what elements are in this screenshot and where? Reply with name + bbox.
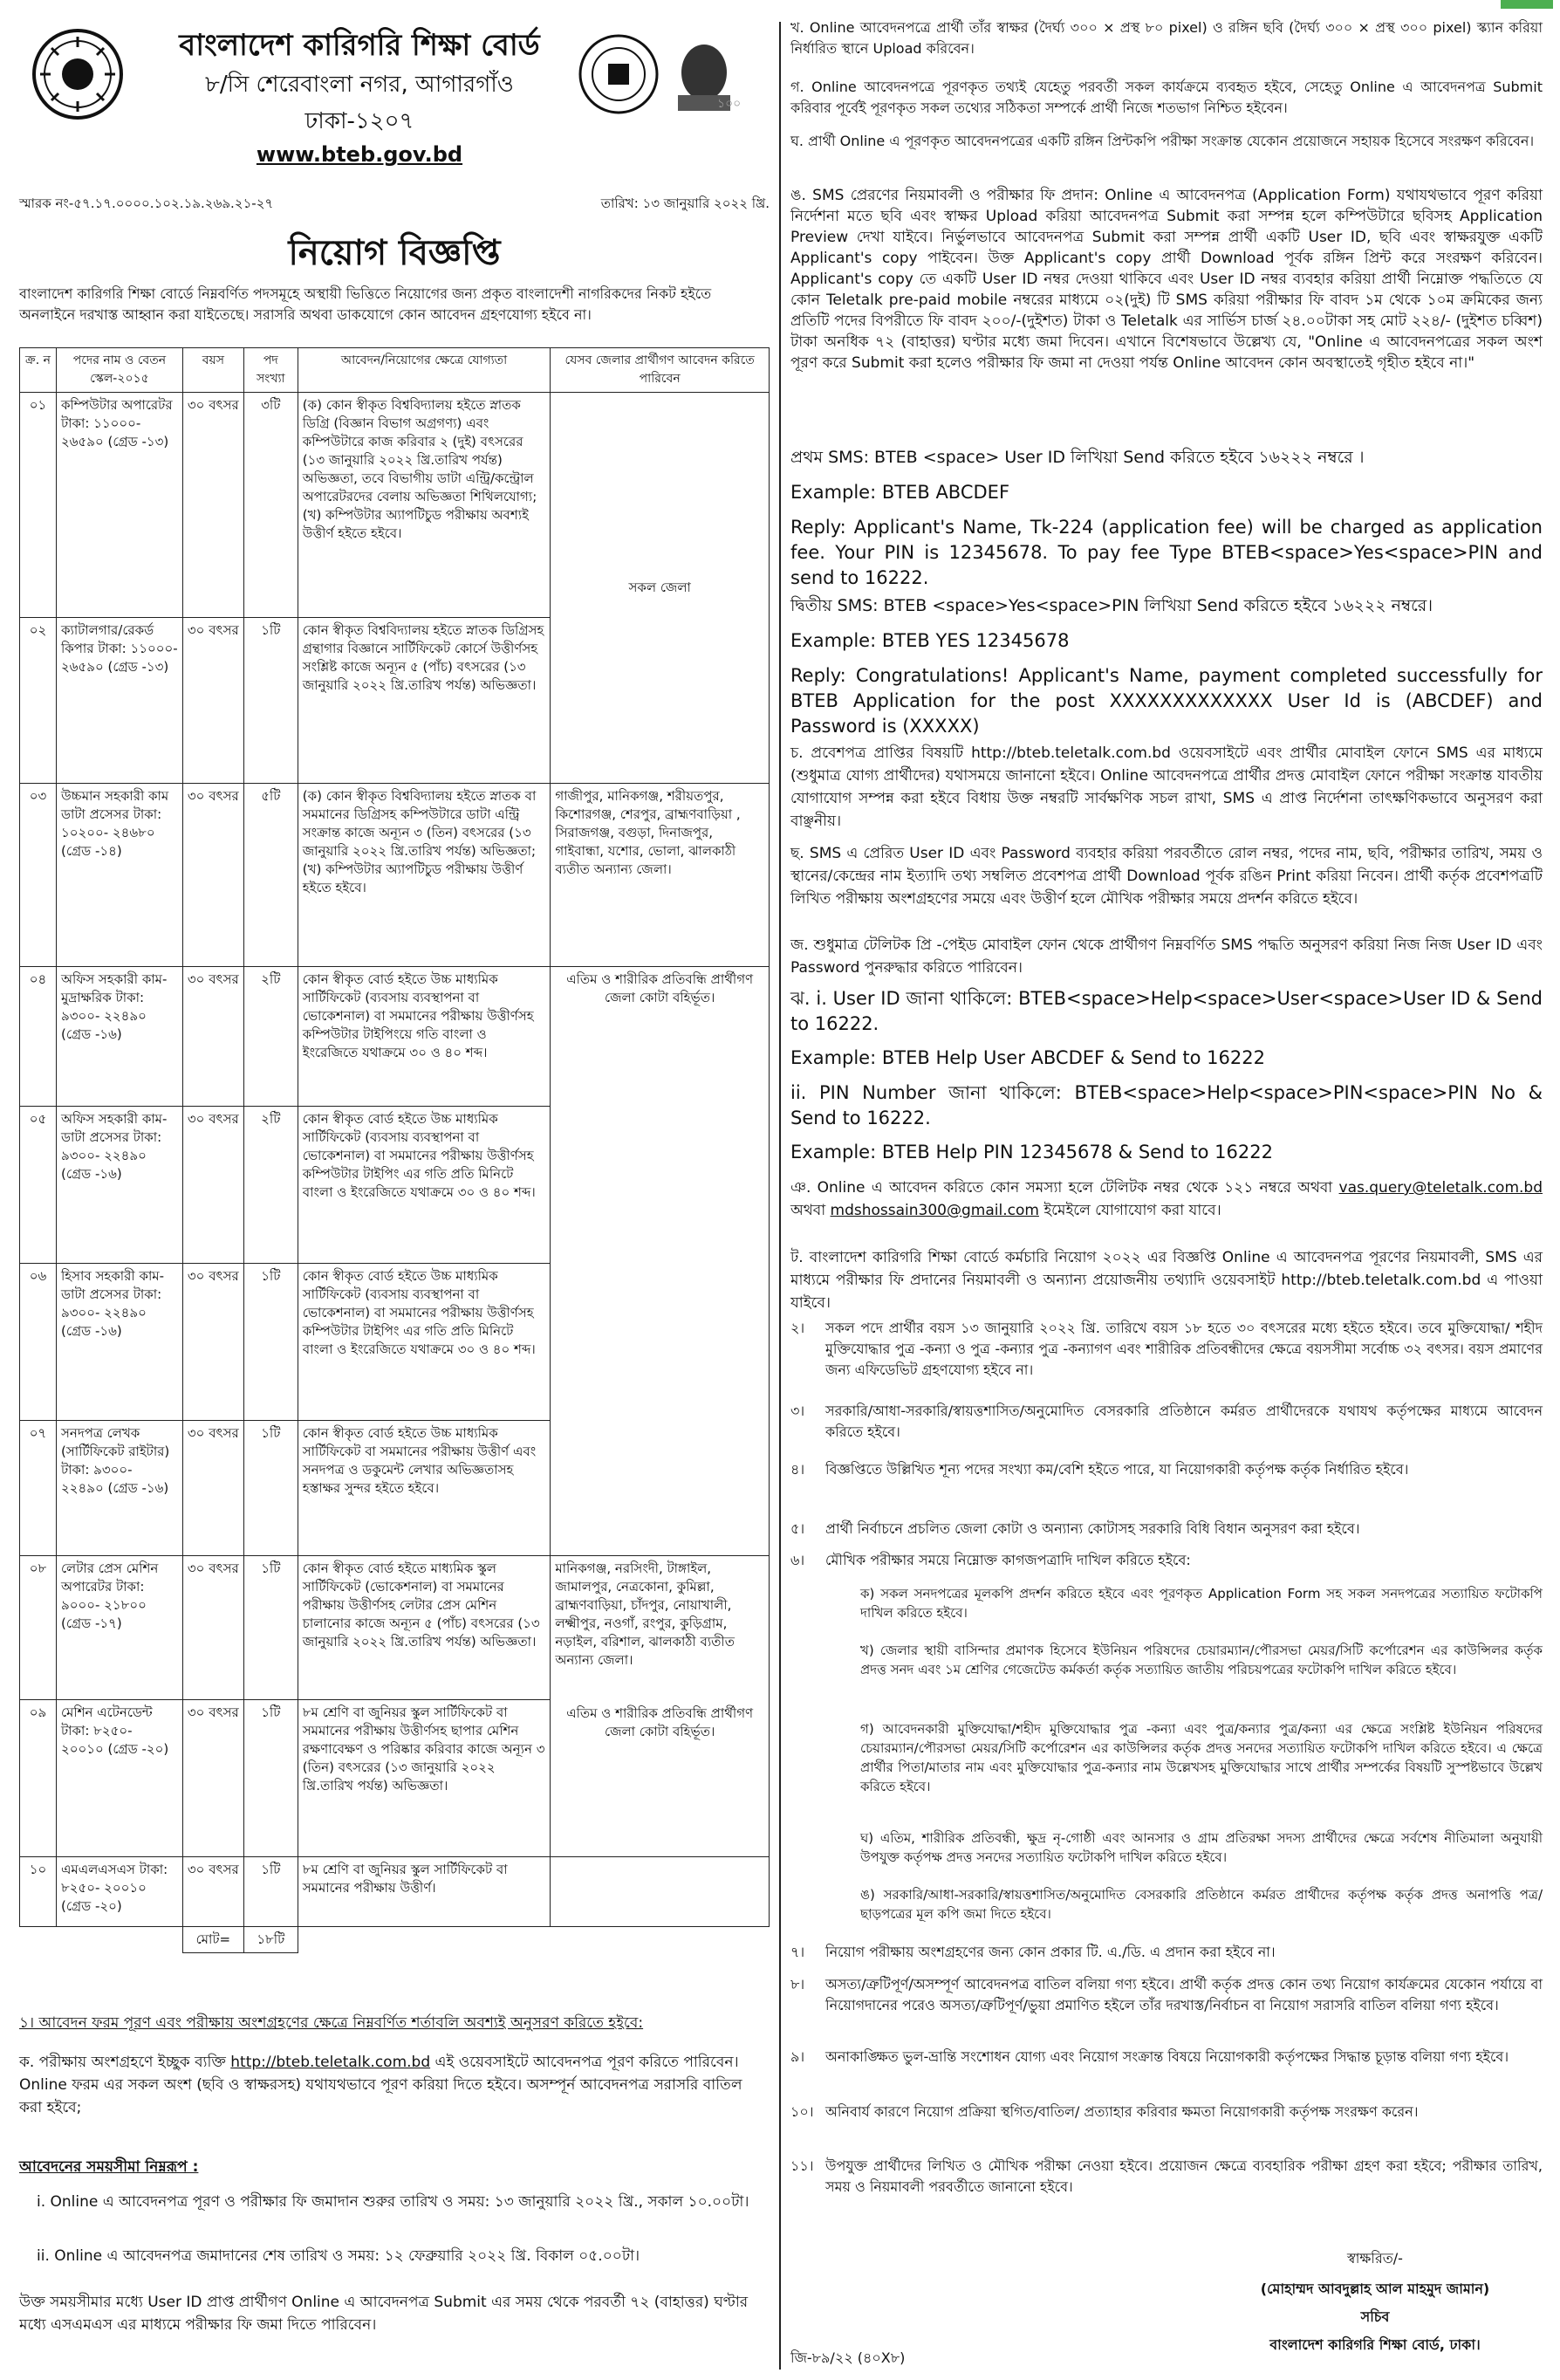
intro-text: বাংলাদেশ কারিগরি শিক্ষা বোর্ডে নিম্নবর্ণিত পদসমূহে অস্থায়ী ভিত্তিতে নিয়োগের জন্য প্রকৃত বাংলাদেশী নাগরিকদের নিকট হইতে অনলাইনে দরখাস্ত আহ্বান করা যাইতেছে। সরাসরি অথবা ডাকযোগে কোন আবেদন গ্রহণযোগ্য হইবে না।	[19, 285, 712, 323]
cell-post: মেশিন এটেনডেন্ট টাকা: ৮২৫০- ২০০১০ (গ্রেড -২০)	[56, 1700, 182, 1857]
sms-reply-2: Reply: Congratulations! Applicant's Name, payment completed successfully for BTEB Application for the post XXXXXXXXXXXXX User Id is (ABCDEF) and Password is (XXXXX)	[790, 665, 1543, 737]
item-number: ৯।	[790, 2048, 805, 2065]
item-8	[790, 1974, 1543, 2016]
table-row	[20, 784, 770, 967]
item-text: বিজ্ঞপ্তিতে উল্লিখিত শূন্য পদের সংখ্যা কম/বেশি হইতে পারে, যা নিয়োগকারী কর্তৃপক্ষ কর্তৃক নির্ধারিত হইবে।	[825, 1461, 1409, 1478]
cell-count: ১টি	[243, 1264, 298, 1421]
cell-serial: ০৪	[20, 967, 57, 1107]
item-3	[790, 1401, 1543, 1443]
item-text: সকল পদে প্রার্থীর বয়স ১৩ জানুয়ারি ২০২২ খ্রি. তারিখে বয়স ১৮ হতে ৩০ বৎসরের মধ্যে হইতে হইবে। তবে মুক্তিযোদ্ধা/ শহীদ মুক্তিযোদ্ধার পুত্র -কন্যা ও পুত্র -কন্যার পুত্র -কন্যাগণ এবং শারীরিক প্রতিবন্ধীদের ক্ষেত্রে বয়সসীমা সর্বোচ্চ ৩২ বৎসর। বয়স প্রমাণের জন্য এফিডেভিট গ্রহণযোগ্য হইবে না।	[825, 1320, 1543, 1378]
cell-serial: ০৩	[20, 784, 57, 967]
cell-serial: ১০	[20, 1857, 57, 1927]
top-color-band	[1501, 0, 1553, 9]
item-number: ৭।	[790, 1944, 805, 1960]
item-7	[790, 1942, 1543, 1963]
print-code: জি-৮৯/২২ (৪০X৮)	[790, 2349, 906, 2366]
cell-qualification: কোন স্বীকৃত বোর্ড হইতে মাধ্যমিক স্কুল সার্টিফিকেট (ভোকেশনাল) বা সমমানের পরীক্ষায় উত্তীর্ণসহ লেটার প্রেস মেশিন চালানোর কাজে অন্যূন ৫ (পাঁচ) বৎসরের (১৩ জানুয়ারি ২০২২ খ্রি.তারিখ পর্যন্ত) অভিজ্ঞতা।	[298, 1556, 551, 1700]
condition-ka-post: এই ওয়েবসাইটে আবেদনপত্র পূরণ করিতে পারিবেন। Online ফরম এর সকল অংশ (ছবি ও স্বাক্ষরসহ) যথাযথভাবে পূরণ করিয়া দিতে হইবে। অসম্পূর্ন আবেদনপত্র সরাসরি বাতিল করা হইবে;	[19, 2054, 742, 2116]
cell-age: ৩০ বৎসর	[182, 618, 243, 784]
table-total-row	[20, 1927, 770, 1953]
signed-mark: স্বাক্ষরিত/-	[1347, 2250, 1403, 2267]
instruction-ta: ট. বাংলাদেশ কারিগরি শিক্ষা বোর্ডে কর্মচারি নিয়োগ ২০২২ এর বিজ্ঞপ্তি Online এ আবেদনপত্র পূরণের নিয়মাবলী, SMS এর মাধ্যমে পরীক্ষার ফি প্রদানের নিয়মাবলী ও অন্যান্য প্রয়োজনীয় তথ্যাদি ওয়েবসাইট http://bteb.teletalk.com.bd এ পাওয়া যাইবে।	[790, 1249, 1543, 1312]
item-text: সরকারি/আধা-সরকারি/স্বায়ত্তশাসিত/অনুমোদিত বেসরকারি প্রতিষ্ঠানে কর্মরত প্রার্থীদেরকে যথাযথ কর্তৃপক্ষের মাধ্যমে আবেদন করিতে হইবে।	[825, 1403, 1543, 1440]
deadline-fee-note: উক্ত সময়সীমার মধ্যে User ID প্রাপ্ত প্রার্থীগণ Online এ আবেদনপত্র Submit এর সময় থেকে পরবর্তী ৭২ (বাহাত্তর) ঘণ্টার মধ্যে এসএমএস এর মাধ্যমে পরীক্ষার ফি জমা দিতে পারিবেন।	[19, 2294, 749, 2334]
instruction-yna-post: ইমেইলে যোগাযোগ করা যাবে।	[1043, 1202, 1221, 1219]
cell-count: ১টি	[243, 1857, 298, 1927]
cell-qualification: (ক) কোন স্বীকৃত বিশ্ববিদ্যালয় হইতে স্নাতক ডিগ্রি (বিজ্ঞান বিভাগ অগ্রগণ্য) এবং কম্পিউটারে কাজ করিবার ২ (দুই) বৎসরের (১৩ জানুয়ারি ২০২২ খ্রি.তারিখ পর্যন্ত) অভিজ্ঞতা, তবে বিভাগীয় ডাটা এন্ট্রি/কন্ট্রোল অপারেটরদের বেলায় অভিজ্ঞতা শিথিলযোগ্য; (খ) কম্পিউটার অ্যাপটিচুড পরীক্ষায় অবশ্যই উত্তীর্ণ হইতে হইবে।	[298, 393, 551, 618]
cell-post: অফিস সহকারী কাম-মুদ্রাক্ষরিক টাকা: ৯৩০০- ২২৪৯০ (গ্রেড -১৬)	[56, 967, 182, 1107]
cell-age: ৩০ বৎসর	[182, 1857, 243, 1927]
cell-post: হিসাব সহকারী কাম-ডাটা প্রসেসর টাকা: ৯৩০০- ২২৪৯০ (গ্রেড -১৬)	[56, 1264, 182, 1421]
org-website[interactable]: www.bteb.gov.bd	[256, 142, 463, 167]
item-6	[790, 1550, 1543, 1571]
condition-ka-pre: ক. পরীক্ষায় অংশগ্রহণে ইচ্ছুক ব্যক্তি	[19, 2054, 226, 2071]
cell-serial: ০১	[20, 393, 57, 618]
deadline-end: ii. Online এ আবেদনপত্র জমাদানের শেষ তারিখ ও সময়: ১২ ফেব্রুয়ারি ২০২২ খ্রি. বিকাল ০৫.০০টা।	[37, 2247, 640, 2265]
document-gha: ঘ) এতিম, শারীরিক প্রতিবন্ধী, ক্ষুদ্র নৃ-গোষ্ঠী এবং আনসার ও গ্রাম প্রতিরক্ষা সদস্য প্রার্থীদের ক্ষেত্রে সর্বশেষ নীতিমালা অনুযায়ী উপযুক্ত কর্তৃপক্ষ প্রদত্ত সনদের সত্যায়িত ফটোকপি দাখিল করিতে হইবে।	[860, 1830, 1543, 1865]
org-address-line1: ৮/সি শেরেবাংলা নগর, আগারগাঁও	[205, 72, 514, 98]
cell-districts-row8	[551, 1556, 770, 1857]
document-nga: ঙ) সরকারি/আধা-সরকারি/স্বায়ত্তশাসিত/অনুমোদিত বেসরকারি প্রতিষ্ঠানে কর্মরত প্রার্থীদের কর্তৃপক্ষ কর্তৃক প্রদত্ত অনাপত্তি পত্র/ছাড়পত্রের মূল কপি জমা দিতে হইবে।	[860, 1887, 1543, 1922]
cell-qualification: কোন স্বীকৃত বোর্ড হইতে উচ্চ মাধ্যমিক সার্টিফিকেট (ব্যবসায় ব্যবস্থাপনা বা ভোকেশনাল) বা সমমানের পরীক্ষায় উত্তীর্ণসহ কম্পিউটার টাইপিং এর গতি প্রতি মিনিটে বাংলা ও ইংরেজিতে যথাক্রমে ৩০ ও ৪০ শব্দ।	[298, 1264, 551, 1421]
cell-qualification: কোন স্বীকৃত বিশ্ববিদ্যালয় হইতে স্নাতক ডিগ্রিসহ গ্রন্থাগার বিজ্ঞানে সার্টিফিকেট কোর্সে উত্তীর্ণসহ সংশ্লিষ্ট কাজে অন্যূন ৫ (পাঁচ) বৎসরের (১৩ জানুয়ারি ২০২২ খ্রি.তারিখ পর্যন্ত) অভিজ্ঞতা।	[298, 618, 551, 784]
item-11	[790, 2156, 1543, 2198]
cell-post: এমএলএসএস টাকা: ৮২৫০- ২০০১০ (গ্রেড -২০)	[56, 1857, 182, 1927]
item-text: নিয়োগ পরীক্ষায় অংশগ্রহণের জন্য কোন প্রকার টি. এ./ডি. এ প্রদান করা হইবে না।	[825, 1944, 1276, 1960]
total-value: ১৮টি	[243, 1927, 298, 1953]
cell-serial: ০৭	[20, 1421, 57, 1556]
cell-count: ২টি	[243, 1107, 298, 1264]
item-number: ৬।	[790, 1552, 805, 1568]
cell-post: লেটার প্রেস মেশিন অপারেটর টাকা: ৯০০০- ২১৮০০ (গ্রেড -১৭)	[56, 1556, 182, 1700]
cell-age: ৩০ বৎসর	[182, 1107, 243, 1264]
column-divider	[779, 22, 781, 2370]
cell-age: ৩০ বৎসর	[182, 967, 243, 1107]
cell-qualification: কোন স্বীকৃত বোর্ড হইতে উচ্চ মাধ্যমিক সার্টিফিকেট (ব্যবসায় ব্যবস্থাপনা বা ভোকেশনাল) বা সমমানের পরীক্ষায় উত্তীর্ণসহ কম্পিউটার টাইপিং এর গতি প্রতি মিনিটে বাংলা ও ইংরেজিতে যথাক্রমে ৩০ ও ৪০ শব্দ।	[298, 1107, 551, 1264]
instruction-yna	[790, 1176, 1543, 1222]
item-text: অনাকাঙ্ক্ষিত ভুল-ভ্রান্তি সংশোধন যোগ্য এবং নিয়োগ সংক্রান্ত বিষয়ে নিয়োগকারী কর্তৃপক্ষের সিদ্ধান্ত চূড়ান্ত বলিয়া গণ্য হইবে।	[825, 2048, 1509, 2065]
help-user-id: ঝ. i. User ID জানা থাকিলে: BTEB<space>Help<space>User<space>User ID & Send to 16222.	[790, 988, 1543, 1034]
header	[19, 16, 770, 190]
gmail-email-link[interactable]: mdshossain300@gmail.com	[830, 1202, 1039, 1219]
item-number: ১০।	[790, 2103, 814, 2120]
svg-text:১০০: ১০০	[717, 97, 742, 111]
org-name: বাংলাদেশ কারিগরি শিক্ষা বোর্ড	[179, 28, 540, 63]
mujib-borsho-seal-icon	[578, 33, 660, 116]
cell-districts-quota1: এতিম ও শারীরিক প্রতিবন্ধি প্রার্থীগণ জেলা কোটা বহির্ভূত।	[551, 967, 770, 1556]
signer-office: বাংলাদেশ কারিগরি শিক্ষা বোর্ড, ঢাকা।	[1269, 2336, 1481, 2353]
cell-age: ৩০ বৎসর	[182, 1556, 243, 1700]
document-ka: ক) সকল সনদপত্রের মূলকপি প্রদর্শন করিতে হইবে এবং পূরণকৃত Application Form সহ সকল সনদপত্রের সত্যায়িত ফটোকপি দাখিল করিতে হইবে।	[860, 1586, 1543, 1621]
document-kha: খ) জেলার স্থায়ী বাসিন্দার প্রমাণক হিসেবে ইউনিয়ন পরিষদের চেয়ারম্যান/পৌরসভা মেয়র/সিটি কর্পোরেশন এর কাউন্সিলর কর্তৃক প্রদত্ত সনদ এবং ১ম শ্রেণির গেজেটেড কর্মকর্তা কর্তৃক সত্যায়িত জাতীয় পরিচয়পত্রের ফটোকপি দাখিল করিতে হইবে।	[860, 1643, 1543, 1677]
table-row	[20, 393, 770, 618]
instruction-gha: ঘ. প্রার্থী Online এ পূরণকৃত আবেদনপত্রের একটি রঙ্গিন প্রিন্টকপি পরীক্ষা সংক্রান্ত যেকোন প্রয়োজনে সহায়ক হিসেবে সংরক্ষণ করিবেন।	[790, 133, 1535, 149]
teletalk-email-link[interactable]: vas.query@teletalk.com.bd	[1338, 1179, 1543, 1197]
item-number: ৫।	[790, 1520, 805, 1537]
memo-number: স্মারক নং-৫৭.১৭.০০০০.১০২.১৯.২৬৯.২১-২৭	[19, 195, 274, 211]
table-row	[20, 1857, 770, 1927]
cell-post: কম্পিউটার অপারেটর টাকা: ১১০০০- ২৬৫৯০ (গ্রেড -১৩)	[56, 393, 182, 618]
conditions-heading: ১। আবেদন ফরম পূরণ এবং পরীক্ষায় অংশগ্রহণের ক্ষেত্রে নিম্নবর্ণিত শর্তাবলি অবশ্যই অনুসরণ করিতে হইবে:	[19, 2014, 644, 2032]
item-4	[790, 1459, 1543, 1480]
item-5	[790, 1519, 1543, 1540]
memo-line	[19, 194, 770, 216]
col-header-post: পদের নাম ও বেতন স্কেল-২০১৫	[56, 348, 182, 393]
cell-count: ৫টি	[243, 784, 298, 967]
help-pin: ii. PIN Number জানা থাকিলে: BTEB<space>Help<space>PIN<space>PIN No & Send to 16222.	[790, 1082, 1543, 1128]
document-ga: গ) আবেদনকারী মুক্তিযোদ্ধা/শহীদ মুক্তিযোদ্ধার পুত্র -কন্যা এবং পুত্র/কন্যার পুত্র/কন্যা এর ক্ষেত্রে সংশ্লিষ্ট ইউনিয়ন পরিষদের চেয়ারম্যান/পৌরসভা মেয়র/সিটি কর্পোরেশন এর কাউন্সিলর কর্তৃক প্রদত্ত সনদের সত্যায়িত ফটোকপি দাখিল করিতে হইবে। এ ক্ষেত্রে প্রার্থীর পিতা/মাতার নাম এবং মুক্তিযোদ্ধার পুত্র-কন্যার নাম উল্লেখসহ মুক্তিযোদ্ধার সাথে প্রার্থীর সম্পর্কের বিষয়টি সুস্পষ্টভাবে উল্লেখ করিতে হইবে।	[860, 1721, 1543, 1794]
instruction-yna-mid: অথবা	[790, 1202, 826, 1219]
cell-serial: ০৬	[20, 1264, 57, 1421]
sms-second: দ্বিতীয় SMS: BTEB <space>Yes<space>PIN লিখিয়া Send করিতে হইবে ১৬২২২ নম্বরে।	[790, 596, 1433, 615]
instruction-ga: গ. Online আবেদনপত্রে পূরণকৃত তথ্যই যেহেতু পরবর্তী সকল কার্যক্রমে ব্যবহৃত হইবে, সেহেতু Online এ আবেদনপত্র Submit করিবার পূর্বেই পূরণকৃত সকল তথ্যের সঠিকতা সম্পর্কে প্রার্থী নিজে শতভাগ নিশ্চিত হইবেন।	[790, 79, 1543, 116]
cell-qualification: কোন স্বীকৃত বোর্ড হইতে উচ্চ মাধ্যমিক সার্টিফিকেট বা সমমানের পরীক্ষায় উত্তীর্ণ এবং সনদপত্র ও ডকুমেন্ট লেখার অভিজ্ঞতাসহ হস্তাক্ষর সুন্দর হইতে হইবে।	[298, 1421, 551, 1556]
mujib-portrait-logo	[669, 38, 756, 116]
instruction-yna-pre: ঞ. Online এ আবেদন করিতে কোন সমস্যা হলে টেলিটক নম্বর থেকে ১২১ নম্বরে অথবা	[790, 1179, 1333, 1197]
sms-first: প্রথম SMS: BTEB <space> User ID লিখিয়া Send করিতে হইবে ১৬২২২ নম্বরে ।	[790, 448, 1365, 467]
cell-post: অফিস সহকারী কাম-ডাটা প্রসেসর টাকা: ৯৩০০- ২২৪৯০ (গ্রেড -১৬)	[56, 1107, 182, 1264]
item-text: প্রার্থী নির্বাচনে প্রচলিত জেলা কোটা ও অন্যান্য কোটাসহ সরকারি বিধি বিধান অনুসরণ করা হইবে।	[825, 1520, 1360, 1537]
notice-title: নিয়োগ বিজ্ঞপ্তি	[288, 233, 501, 273]
item-2	[790, 1318, 1543, 1381]
instruction-kha: খ. Online আবেদনপত্রে প্রার্থী তাঁর স্বাক্ষর (দৈর্ঘ্য ৩০০ × প্রস্থ ৮০ pixel) ও রঙ্গিন ছবি (দৈর্ঘ্য ৩০০ × প্রস্থ ৩০০ pixel) স্ক্যান করিয়া নির্ধারিত স্থানে Upload করিবেন।	[790, 19, 1543, 57]
teletalk-link[interactable]: http://bteb.teletalk.com.bd	[230, 2054, 431, 2071]
cell-count: ১টি	[243, 1421, 298, 1556]
instruction-chha: ছ. SMS এ প্রেরিত User ID এবং Password ব্যবহার করিয়া পরবর্তীতে রোল নম্বর, পদের নাম, ছবি, পরীক্ষার তারিখ, সময় ও স্থানের/কেন্দ্রের নাম ইত্যাদি তথ্য সম্বলিত প্রবেশপত্র প্রার্থী Download পূর্বক রঙিন Print করিয়া নিবেন। প্রার্থী কর্তৃক প্রবেশপত্রটি লিখিত পরীক্ষায় অংশগ্রহণের সময়ে এবং উত্তীর্ণ হলে মৌখিক পরীক্ষার সময়ে প্রদর্শন করিতে হইবে।	[790, 845, 1543, 908]
item-text: অনিবার্য কারণে নিয়োগ প্রক্রিয়া স্থগিত/বাতিল/ প্রত্যাহার করিবার ক্ষমতা নিয়োগকারী কর্তৃপক্ষ সংরক্ষণ করেন।	[825, 2103, 1419, 2120]
cell-count: ১টি	[243, 618, 298, 784]
cell-districts-row3: গাজীপুর, মানিকগঞ্জ, শরীয়তপুর, কিশোরগঞ্জ, শেরপুর, ব্রাহ্মণবাড়িয়া , সিরাজগঞ্জ, বগুড়া, দিনাজপুর, গাইবান্ধা, যশোর, ভোলা, ঝালকাঠী ব্যতীত অন্যান্য জেলা।	[551, 784, 770, 967]
cell-serial: ০৫	[20, 1107, 57, 1264]
signer-name: (মোহাম্মদ আবদুল্লাহ আল মাহমুদ জামান)	[1260, 2281, 1490, 2297]
col-header-count: পদ সংখ্যা	[243, 348, 298, 393]
cell-empty	[551, 1857, 770, 1927]
sms-reply-1: Reply: Applicant's Name, Tk-224 (application fee) will be charged as application fee. Your PIN is 12345678. To pay fee Type BTEB<space>Yes<space>PIN and send to 16222.	[790, 517, 1543, 588]
table-row	[20, 967, 770, 1107]
table-row	[20, 1556, 770, 1700]
item-text: উপযুক্ত প্রার্থীদের লিখিত ও মৌখিক পরীক্ষা নেওয়া হইবে। প্রয়োজন ক্ষেত্রে ব্যবহারিক পরীক্ষা গ্রহণ করা হইবে; পরীক্ষার তারিখ, সময় ও নিয়মাবলী পরবর্তীতে জানানো হইবে।	[825, 2157, 1543, 2195]
instruction-sms-fee: ঙ. SMS প্রেরণের নিয়মাবলী ও পরীক্ষার ফি প্রদান: Online এ আবেদনপত্র (Application Form) যথাযথভাবে পূরণ করিয়া নির্দেশনা মতে ছবি এবং স্বাক্ষর Upload করিয়া আবেদনপত্র Submit করা সম্পন্ন হলে কম্পিউটারে ছবিসহ Application Preview দেখা যাইবে। নির্ভুলভাবে আবেদনপত্র Submit করা সম্পন্ন প্রার্থী একটি User ID, ছবি এবং স্বাক্ষরযুক্ত একটি Applicant's copy পাইবেন। উক্ত Applicant's copy প্রার্থী Download পূর্বক রঙ্গিন প্রিন্ট করে সংরক্ষণ করিবেন। Applicant's copy তে একটি User ID নম্বর দেওয়া থাকিবে এবং User ID নম্বর ব্যবহার করিয়া প্রার্থী নিম্নোক্ত পদ্ধতিতে যে কোন Teletalk pre-paid mobile নম্বরের মাধ্যমে ০২(দুই) টি SMS করিয়া পরীক্ষার ফি বাবদ ১ম থেকে ১০ম ক্রমিকের জন্য প্রতিটি পদের বিপরীতে ফি বাবদ ২০০/-(দুইশত) টাকা ও Teletalk এর সার্ভিস চার্জ ২৪.০০টাকা সহ মোট ২২৪/- (দুইশত চব্বিশ) টাকা অনধিক ৭২ (বাহাত্তর) ঘণ্টার মধ্যে জমা দিবেন। এখানে বিশেষভাবে উল্লেখ্য যে, "Online এ আবেদনপত্রের সকল অংশ পূরণ করে Submit করা হলেও পরীক্ষার ফি জমা না দেওয়া পর্যন্ত Online আবেদন কোন অবস্থাতেই গৃহীত হইবে না।"	[790, 187, 1543, 372]
cell-count: ১টি	[243, 1556, 298, 1700]
bteb-seal-logo	[30, 26, 126, 122]
cell-post: ক্যাটালগার/রেকর্ড কিপার টাকা: ১১০০০- ২৬৫৯০ (গ্রেড -১৩)	[56, 618, 182, 784]
cell-qualification: (ক) কোন স্বীকৃত বিশ্ববিদ্যালয় হইতে স্নাতক বা সমমানের ডিগ্রিসহ কম্পিউটারে ডাটা এন্ট্রি সংক্রান্ত কাজে অন্যূন ৩ (তিন) বৎসরের (১৩ জানুয়ারি ২০২২ খ্রি.তারিখ পর্যন্ত) অভিজ্ঞতা; (খ) কম্পিউটার অ্যাপটিচুড পরীক্ষায় উত্তীর্ণ হইতে হইবে।	[298, 784, 551, 967]
cell-count: ৩টি	[243, 393, 298, 618]
help-example-pin: Example: BTEB Help PIN 12345678 & Send to 16222	[790, 1142, 1273, 1163]
item-number: ৮।	[790, 1976, 805, 1992]
table-header-row	[20, 348, 770, 393]
cell-count: ১টি	[243, 1700, 298, 1857]
cell-age: ৩০ বৎসর	[182, 784, 243, 967]
cell-serial: ০৯	[20, 1700, 57, 1857]
memo-date: তারিখ: ১৩ জানুয়ারি ২০২২ খ্রি.	[600, 195, 770, 211]
cell-post: উচ্চমান সহকারী কাম ডাটা প্রসেসর টাকা: ১০২০০- ২৪৬৮০ (গ্রেড -১৪)	[56, 784, 182, 967]
condition-ka	[19, 2051, 770, 2119]
org-address-line2: ঢাকা-১২০৭	[304, 108, 414, 134]
item-number: ৩।	[790, 1403, 805, 1419]
deadline-start: i. Online এ আবেদনপত্র পূরণ ও পরীক্ষার ফি জমাদান শুরুর তারিখ ও সময়: ১৩ জানুয়ারি ২০২২ খ্রি., সকাল ১০.০০টা।	[37, 2193, 749, 2211]
cell-serial: ০৮	[20, 1556, 57, 1700]
sms-example-1: Example: BTEB ABCDEF	[790, 482, 1010, 503]
sms-example-2: Example: BTEB YES 12345678	[790, 630, 1070, 651]
col-header-districts: যেসব জেলার প্রার্থীগণ আবেদন করিতে পারিবেন	[551, 348, 770, 393]
cell-count: ২টি	[243, 967, 298, 1107]
cell-age: ৩০ বৎসর	[182, 1700, 243, 1857]
item-number: ৪।	[790, 1461, 805, 1478]
cell-post: সনদপত্র লেখক (সার্টিফিকেট রাইটার) টাকা: ৯৩০০- ২২৪৯০ (গ্রেড -১৬)	[56, 1421, 182, 1556]
item-text: অসত্য/ত্রুটিপূর্ণ/অসম্পূর্ণ আবেদনপত্র বাতিল বলিয়া গণ্য হইবে। প্রার্থী কর্তৃক প্রদত্ত কোন তথ্য নিয়োগ কার্যক্রমের যেকোন পর্যায়ে বা নিয়োগদানের পরেও অসত্য/ত্রুটিপূর্ণ/ভুয়া প্রমাণিত হইলে তাঁর দরখাস্ত/নির্বাচন বা নিয়োগ সরাসরি বাতিল বলিয়া গণ্য হইবে।	[825, 1976, 1543, 2013]
item-number: ১১।	[790, 2157, 814, 2174]
total-label: মোট=	[182, 1927, 243, 1953]
cell-age: ৩০ বৎসর	[182, 1264, 243, 1421]
signer-designation: সচিব	[1360, 2308, 1390, 2325]
col-header-qualification: আবেদন/নিয়োগের ক্ষেত্রে যোগ্যতা	[298, 348, 551, 393]
cell-qualification: ৮ম শ্রেণি বা জুনিয়র স্কুল সার্টিফিকেট বা সমমানের পরীক্ষায় উত্তীর্ণসহ ছাপার মেশিন রক্ষণাবেক্ষণ ও পরিষ্কার করিবার কাজে অন্যূন ৩ (তিন) বৎসরের (১৩ জানুয়ারি ২০২২ খ্রি.তারিখ পর্যন্ত) অভিজ্ঞতা।	[298, 1700, 551, 1857]
col-header-age: বয়স	[182, 348, 243, 393]
instruction-cha: চ. প্রবেশপত্র প্রাপ্তির বিষয়টি http://bteb.teletalk.com.bd ওয়েবসাইটে এবং প্রার্থীর মোবাইল ফোনে SMS এর মাধ্যমে (শুধুমাত্র যোগ্য প্রার্থীদের) যথাসময়ে জানানো হইবে। Online আবেদনপত্রে প্রার্থীর প্রদত্ত মোবাইল ফোনে পরীক্ষা সংক্রান্ত যাবতীয় যোগাযোগ সম্পন্ন করা হইবে বিধায় উক্ত নম্বরটি সার্বক্ষণিক সচল রাখা, SMS এ প্রাপ্ত নির্দেশনা তাৎক্ষণিকভাবে অনুসরণ করা বাঞ্ছনীয়।	[790, 744, 1543, 830]
cell-districts-all: সকল জেলা	[551, 393, 770, 784]
cell-age: ৩০ বৎসর	[182, 393, 243, 618]
item-number: ২।	[790, 1320, 805, 1336]
cell-serial: ০২	[20, 618, 57, 784]
posts-table	[19, 347, 770, 1953]
cell-qualification: ৮ম শ্রেণি বা জুনিয়র স্কুল সার্টিফিকেট বা সমমানের পরীক্ষায় উত্তীর্ণ।	[298, 1857, 551, 1927]
item-9	[790, 2047, 1543, 2068]
item-10	[790, 2102, 1543, 2123]
item-text: মৌখিক পরীক্ষার সময়ে নিম্নোক্ত কাগজপত্রাদি দাখিল করিতে হইবে:	[825, 1552, 1191, 1568]
instruction-ja: জ. শুধুমাত্র টেলিটক প্রি -পেইড মোবাইল ফোন থেকে প্রার্থীগণ নিম্নবর্ণিত SMS পদ্ধতি অনুসরণ করিয়া নিজ নিজ User ID এবং Password পুনরুদ্ধার করিতে পারিবেন।	[790, 936, 1543, 977]
cell-age: ৩০ বৎসর	[182, 1421, 243, 1556]
col-header-serial: ক্র. ন	[20, 348, 57, 393]
districts-quota2-text: এতিম ও শারীরিক প্রতিবন্ধি প্রার্থীগণ জেলা কোটা বহির্ভূত।	[566, 1705, 754, 1739]
help-example-user: Example: BTEB Help User ABCDEF & Send to 16222	[790, 1047, 1265, 1068]
districts-row8-text: মানিকগঞ্জ, নরসিংদী, টাঙ্গাইল, জামালপুর, নেত্রকোনা, কুমিল্লা, ব্রাহ্মণবাড়িয়া, চাঁদপুর, নোয়াখালী, লক্ষ্মীপুর, নওগাঁ, রংপুর, কুড়িগ্রাম, নড়াইল, বরিশাল, ঝালকাঠী ব্যতীত অন্যান্য জেলা।	[555, 1560, 735, 1668]
deadline-title: আবেদনের সময়সীমা নিম্নরূপ :	[19, 2158, 199, 2176]
cell-qualification: কোন স্বীকৃত বোর্ড হইতে উচ্চ মাধ্যমিক সার্টিফিকেট (ব্যবসায় ব্যবস্থাপনা বা ভোকেশনাল) বা সমমানের পরীক্ষায় উত্তীর্ণসহ কম্পিউটার টাইপিংয়ে গতি বাংলা ও ইংরেজিতে যথাক্রমে ৩০ ও ৪০ শব্দ।	[298, 967, 551, 1107]
